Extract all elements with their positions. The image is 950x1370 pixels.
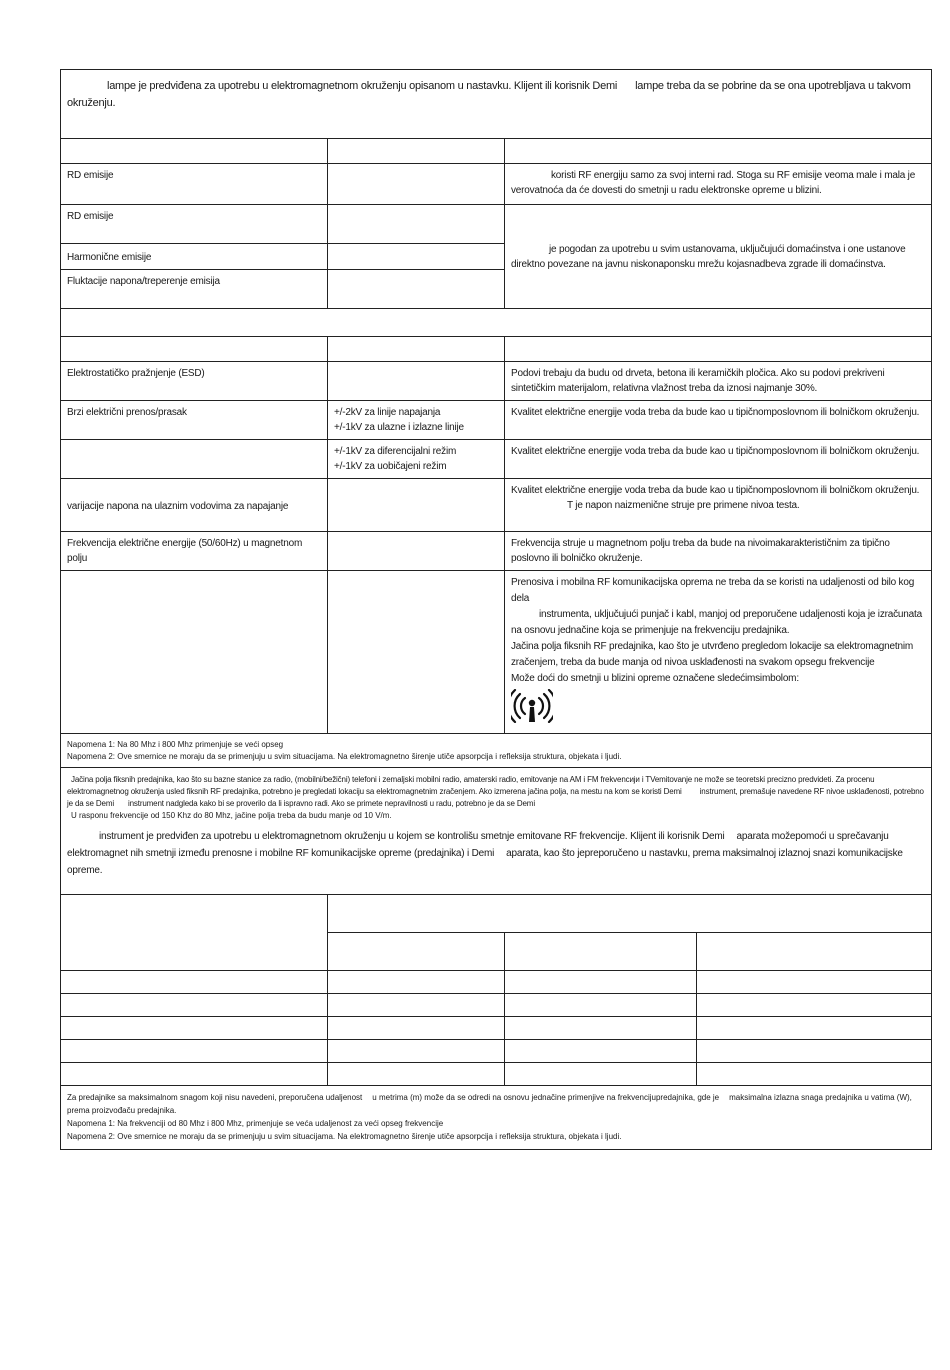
- distance-intro-c: aparata, kao što jepreporučeno u nastavku, prema maksimalnoj izlaznoj snazi komunikacijske opreme.: [67, 848, 903, 876]
- distance-row: [61, 1063, 932, 1086]
- table-row: [61, 401, 932, 440]
- immunity-title-row: [61, 309, 932, 337]
- distance-header-power: [61, 895, 328, 971]
- notes-row: [61, 734, 932, 768]
- table-cell: [505, 1040, 697, 1063]
- table-cell: [328, 1017, 505, 1040]
- table-row: [61, 362, 932, 401]
- note-2: Napomena 2: Ove smernice ne moraju da se primenjuju u svim situacijama. Na elektromagnetno širenje utiče apsorpcija i refleksija struktura, objekata i ljudi.: [67, 752, 622, 761]
- header-cell: [61, 139, 328, 164]
- note-1: Napomena 1: Na 80 Mhz i 800 Mhz primenjuje se veći opseg: [67, 740, 284, 749]
- immunity-label-magnetic: Frekvencija električne energije (50/60Hz) u magnetnom polju: [61, 532, 328, 571]
- table-cell: [505, 1017, 697, 1040]
- test-level-rf: [328, 571, 505, 734]
- emissions-header-row: [61, 139, 932, 164]
- distance-footnote-row: [61, 1086, 932, 1150]
- table-cell: [328, 1063, 505, 1086]
- immunity-label-rf: [61, 571, 328, 734]
- guidance-surge: Kvalitet električne energije voda treba da bude kao u tipičnomposlovnom ili bolničkom okruženju.: [505, 440, 932, 479]
- table-cell: [328, 971, 505, 994]
- note-b: U rasponu frekvencije od 150 Khz do 80 Mhz, jačine polja treba da budu manje od 10 V/m.: [71, 811, 392, 820]
- distance-subheader: [697, 933, 932, 971]
- distance-row: [61, 994, 932, 1017]
- emission-label: RD emisije: [61, 205, 328, 244]
- guidance-dips: Kvalitet električne energije voda treba da bude kao u tipičnomposlovnom ili bolničkom okruženju. T je napon naizmenične struje pre primene nivoa testa.: [505, 479, 932, 532]
- guidance-magnetic: Frekvencija struje u magnetnom polju treba da bude na nivoimakarakterističnim za tipično poslovno ili bolničko okruženje.: [505, 532, 932, 571]
- foot-3: Napomena 2: Ove smernice ne moraju da se primenjuju u svim situacijama. Na elektromagnetno širenje utiče apsorpcija i refleksija struktura, objekata i ljudi.: [67, 1132, 622, 1141]
- table-cell: [505, 971, 697, 994]
- distance-header-separation: [328, 895, 932, 933]
- immunity-label-dips: varijacije napona na ulaznim vodovima za napajanje: [61, 479, 328, 532]
- emission-guidance: koristi RF energiju samo za svoj interni rad. Stoga su RF emisije veoma male i mala je verovatnoća da će dovesti do smetnji u radu elektronske opreme u blizini.: [505, 164, 932, 205]
- note-a3: instrument nadgleda kako bi se proverilo da li ispravno radi. Ako se primete nepravilnosti u radu, potrebno je da se Demi: [127, 799, 535, 808]
- header-cell: [328, 139, 505, 164]
- table-cell: [328, 1040, 505, 1063]
- table-row: [61, 479, 932, 532]
- notes-cell: [61, 734, 932, 768]
- table-row: [61, 205, 932, 244]
- distance-row: [61, 971, 932, 994]
- foot-2: Napomena 1: Na frekvenciji od 80 Mhz i 800 Mhz, primenjuje se veća udaljenost za veći opseg frekvencije: [67, 1119, 444, 1128]
- immunity-header-row: [61, 337, 932, 362]
- table-cell: [61, 994, 328, 1017]
- non-ionizing-radiation-icon: [511, 689, 553, 723]
- test-level-burst: +/-2kV za linije napajanja +/-1kV za ulazne i izlazne linije: [328, 401, 505, 440]
- table-cell: [61, 1017, 328, 1040]
- title-cell: [61, 309, 932, 337]
- notes-ab-cell: [61, 768, 932, 895]
- table-cell: [328, 994, 505, 1017]
- table-row: [61, 164, 932, 205]
- distance-footnote-cell: [61, 1086, 932, 1150]
- table-cell: [697, 994, 932, 1017]
- foot-1a: Za predajnike sa maksimalnom snagom koji nisu navedeni, preporučena udaljenost: [67, 1093, 363, 1102]
- intro-row: [61, 70, 932, 139]
- header-cell: [61, 337, 328, 362]
- table-cell: [697, 971, 932, 994]
- guidance-esd: Podovi trebaju da budu od drveta, betona ili keramičkih pločica. Ako su podovi prekriveni sintetičkim materijalom, relativna vlažnost treba da iznosi najmanje 30%.: [505, 362, 932, 401]
- table-cell: [61, 971, 328, 994]
- table-row: [61, 532, 932, 571]
- table-cell: [61, 1063, 328, 1086]
- foot-1b: u metrima (m) može da se odredi na osnovu jednačine primenjive na frekvencijupredajnika, gde je: [372, 1093, 720, 1102]
- emission-label: RD emisije: [61, 164, 328, 205]
- test-level-dips: [328, 479, 505, 532]
- distance-row: [61, 1040, 932, 1063]
- table-cell: [697, 1040, 932, 1063]
- distance-intro-b: aparata možepomoći u sprečavanju elektromagnet nih smetnji između prenosne i mobilne RF komunikacijske opreme (predajnika) i Demi: [67, 831, 889, 859]
- guidance-rf: Prenosiva i mobilna RF komunikacijska oprema ne treba da se koristi na udaljenosti od bilo kog dela instrumenta, uključujući punjač i kabl, manjoj od preporučene udaljenosti koja je izračunata na osnovu jednačine koja se primenjuje na frekvenciju predajnika. Jačina polja fiksnih RF predajnika, kao što je utvrđeno pregledom lokacije sa elektromagnetnim zračenjem, treba da bude manja od nivoa usklađenosti na svakom opsegu frekvencije Može doći do smetnji u blizini opreme označene sledećimsimbolom:: [505, 571, 932, 734]
- immunity-label-surge: [61, 440, 328, 479]
- distance-subheader: [505, 933, 697, 971]
- distance-header-row: [61, 895, 932, 933]
- note-a2: instrument, premašuje navedene RF nivoe usklađenosti, potrebno je da se Demi: [67, 787, 924, 808]
- notes-ab-row: [61, 768, 932, 895]
- distance-row: [61, 1017, 932, 1040]
- immunity-label-burst: Brzi električni prenos/prasak: [61, 401, 328, 440]
- header-cell: [505, 139, 932, 164]
- table-row: [61, 440, 932, 479]
- emission-label: Fluktacije napona/treperenje emisija: [61, 270, 328, 309]
- header-cell: [505, 337, 932, 362]
- emission-compliance: [328, 244, 505, 270]
- guidance-burst: Kvalitet električne energije voda treba da bude kao u tipičnomposlovnom ili bolničkom okruženju.: [505, 401, 932, 440]
- table-cell: [61, 1040, 328, 1063]
- intro-text: lampe je predviđena za upotrebu u elektromagnetnom okruženju opisanom u nastavku. Klijent ili korisnik Demi lampe treba da se pobrine da se ona upotrebljava u takvom okruženju.: [61, 70, 932, 139]
- emission-compliance: [328, 164, 505, 205]
- table-cell: [697, 1063, 932, 1086]
- test-level-magnetic: [328, 532, 505, 571]
- table-cell: [697, 1017, 932, 1040]
- test-level: [328, 362, 505, 401]
- test-level-surge: +/-1kV za diferencijalni režim +/-1kV za uobičajeni režim: [328, 440, 505, 479]
- table-cell: [505, 1063, 697, 1086]
- emission-label: Harmonične emisije: [61, 244, 328, 270]
- table-row: [61, 571, 932, 734]
- immunity-label-esd: Elektrostatičko pražnjenje (ESD): [61, 362, 328, 401]
- emc-table: [60, 69, 932, 1150]
- emission-compliance: [328, 205, 505, 244]
- emission-guidance-merged: je pogodan za upotrebu u svim ustanovama, uključujući domaćinstva i one ustanove direktno povezane na javnu niskonaponsku mrežu kojasnadbeva zgrade ili domaćinstva.: [505, 205, 932, 309]
- foot-1c: maksimalna izlazna snaga predajnika u vatima (W), prema proizvođaču predajnika.: [67, 1093, 912, 1115]
- distance-subheader: [328, 933, 505, 971]
- distance-intro-a: instrument je predviđen za upotrebu u elektromagnetnom okruženju u kojem se kontrolišu smetnje emitovane RF frekvencije. Klijent ili korisnik Demi: [99, 831, 725, 842]
- note-a1: Jačina polja fiksnih predajnika, kao što su bazne stanice za radio, (mobilni/bežični) telefoni i zemaljski mobilni radio, amaterski radio, emitovanje na AM i FM frekvencији i TVemitovanje ne može se teoretski precizno predvideti. Za procenu elektromagnetnog okruženja usled fiksnih RF predajnika, potrebno je pregledati lokaciju sa elektromagnetnim zračenjem. Ako izmerena jačina polja, na mestu na kom se koristi Demi: [67, 775, 875, 796]
- document-frame: [60, 69, 931, 1150]
- table-cell: [505, 994, 697, 1017]
- header-cell: [328, 337, 505, 362]
- emission-compliance: [328, 270, 505, 309]
